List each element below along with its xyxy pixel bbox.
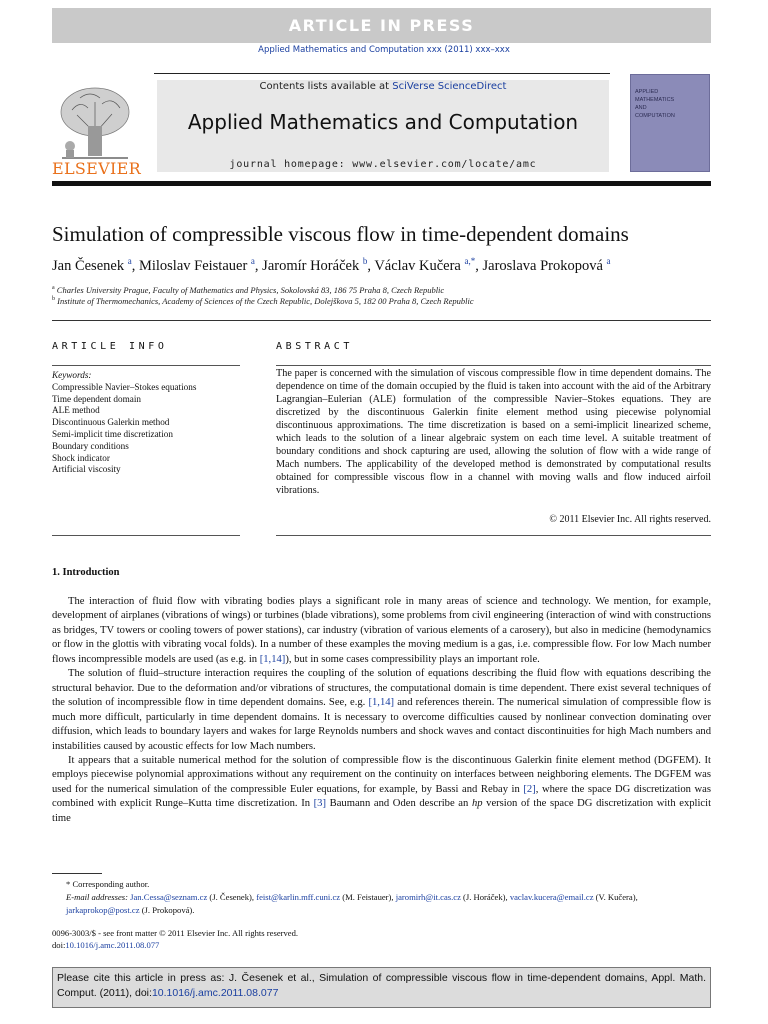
citation-link[interactable]: [1,14] [368, 697, 395, 709]
article-info-rule-bottom [52, 535, 240, 536]
intro-text: , where the space DG discretization was combined with explicit Runge–Kutta time discretization. In [52, 783, 711, 810]
citation-link[interactable]: [2] [523, 783, 536, 795]
header-divider [52, 320, 711, 321]
author-affiliation-mark[interactable]: b [362, 256, 368, 266]
email-link[interactable]: jaromirh@it.cas.cz [395, 891, 461, 902]
doi-line [52, 939, 552, 951]
email-owner: (M. Feistauer), [340, 891, 396, 902]
cover-line: MATHEMATICS [635, 97, 675, 103]
intro-text: It appears that a suitable numerical method for the solution of compressible flow is the discontinuous Galerkin finite element method (DGFEM). It employs piecewise polynomial approximations without any requirement on the continuity on interfaces between neighboring elements. The DGFEM was used for the numerical simulation of the compressible Euler equations, for example, by Bassi and Rebay in [52, 754, 711, 795]
email-link[interactable]: feist@karlin.mff.cuni.cz [256, 891, 341, 902]
cover-line: COMPUTATION [635, 113, 675, 119]
email-owner: (V. Kučera), [593, 891, 638, 902]
email-link[interactable]: Jan.Cessa@seznam.cz [130, 891, 208, 902]
masthead-top-rule [154, 73, 610, 74]
author-affiliation-mark[interactable]: a,* [464, 256, 476, 266]
intro-italic-term: hp [471, 798, 483, 810]
author-name: Jan Česenek [52, 257, 125, 274]
article-info-heading: ARTICLE INFO [52, 341, 168, 352]
journal-cover-image [630, 74, 710, 172]
author-name: Miloslav Feistauer [138, 257, 248, 274]
affiliation-a: $^a$ Charles University Prague, Faculty of Mathematics and Physics, Sokolovská 83, 186 75 Praha 8, Czech Republic [52, 285, 445, 295]
email-link[interactable]: vaclav.kucera@email.cz [509, 891, 594, 902]
intro-text: Baumann and Oden describe an [326, 798, 472, 810]
email-owner: (J. Prokopová). [139, 904, 195, 915]
email-label: E-mail addresses: [66, 891, 128, 902]
email-owner: (J. Horáček), [460, 891, 510, 902]
citation-notice-box [52, 967, 711, 1008]
corresponding-author-note: * Corresponding author. [66, 879, 150, 889]
intro-paragraph-2 [52, 667, 711, 754]
masthead-bottom-rule [52, 181, 711, 186]
footnote-rule [52, 873, 102, 874]
keyword: ALE method [52, 405, 100, 416]
doi-link[interactable]: 10.1016/j.amc.2011.08.077 [65, 940, 160, 951]
author-list: Jan Česenek $^a$, Miloslav Feistauer $^a$, Jaromír Horáček $^b$, Václav Kučera $^{a,*}$, Jaroslava Prokopová $^a$ [52, 256, 611, 274]
author-affiliation-mark[interactable]: a [606, 256, 611, 266]
elsevier-wordmark: ELSEVIER [52, 159, 141, 178]
intro-text: The interaction of fluid flow with vibrating bodies plays a significant role in many areas of science and technology. We mention, for example, development of airplanes (vibrations of wings) or turbines (blade vibrations), some problems from civil engineering (interaction of wind with constructions as bridges, TV towers or cooling towers of power stations), car industry (vibration of various elements of a carosery), but also in medicine (hemodynamics or flow in the glottis with vibrating vocal folds). In a number of these examples the moving medium is a gas, i.e. compressible flow. For low Mach number flows incompressible models are used (as e.g. in [52, 596, 712, 665]
affiliation-b: $^b$ Institute of Thermomechanics, Academy of Sciences of the Czech Republic, Dolejškova 5, 182 00 Praha 8, Czech Republic [52, 296, 474, 306]
affiliation-text: Institute of Thermomechanics, Academy of Sciences of the Czech Republic, Dolejškova 5, 182 00 Praha 8, Czech Republic [57, 296, 474, 306]
introduction-body [52, 595, 711, 826]
intro-text: The solution of fluid–structure interaction requires the coupling of the solution of equations describing the fluid flow with equations describing the structural behavior. Due to the deformation and/or vibrations of structures, the computational domain is time dependent. There exist several techniques of the solution of incompressible flow in time dependent domains. See, e.g. [52, 668, 711, 709]
keyword: Shock indicator [52, 452, 110, 463]
abstract-heading: ABSTRACT [276, 341, 353, 352]
citation-doi-link[interactable]: 10.1016/j.amc.2011.08.077 [151, 987, 279, 999]
abstract-rule-bottom [276, 535, 711, 536]
keywords-label: Keywords: [52, 370, 92, 380]
author-affiliation-mark[interactable]: a [250, 256, 255, 266]
citation-link[interactable]: [1,14] [259, 653, 286, 665]
citation-link[interactable]: [3] [313, 798, 327, 810]
keywords-list [52, 370, 242, 476]
intro-text: and references therein. The numerical simulation of compressible flow is much more difficult, particularly in time dependent domains. It is necessary to overcome difficulties caused by nonlinear convection dominating over diffusion, which leads to boundary layers and wakes for large Reynolds numbers and shock waves and contact discontinuities for high Mach numbers and instabilities caused by acoustic effects for low Mach numbers. [52, 697, 711, 752]
journal-homepage[interactable]: journal homepage: www.elsevier.com/locate/amc [229, 159, 537, 170]
cover-line: AND [635, 105, 647, 111]
citation-notice-text: Please cite this article in press as: J. Česenek et al., Simulation of compressible viscous flow in time-dependent domains, Appl. Math. Comput. (2011), doi: [57, 972, 706, 999]
author-name: Jaromír Horáček [262, 257, 360, 274]
intro-text: version of the space DG discretization with explicit time [52, 798, 712, 824]
journal-citation-link[interactable]: Applied Mathematics and Computation xxx (2011) xxx–xxx [258, 45, 510, 55]
abstract-rule [276, 365, 711, 366]
doi-prefix: doi: [52, 940, 66, 951]
email-link[interactable]: jarkaprokop@post.cz [66, 904, 140, 915]
paper-title: Simulation of compressible viscous flow in time-dependent domains [52, 222, 629, 246]
footnotes [52, 878, 711, 916]
issn-line: 0096-3003/$ - see front matter © 2011 Elsevier Inc. All rights reserved. [52, 928, 299, 938]
journal-title: Applied Mathematics and Computation [187, 110, 579, 134]
keyword: Semi-implicit time discretization [52, 428, 173, 439]
sciencedirect-link[interactable]: SciVerse ScienceDirect [392, 81, 507, 92]
abstract-text: The paper is concerned with the simulation of viscous compressible flow in time dependent domains. The dependence on time of the domain occupied by the fluid is taken into account with the aid of the Arbitrary Lagrangian–Eulerian (ALE) formulation of the compressible Navier–Stokes equations. They are discretized by the discontinuous Galerkin finite element method using piecewise polynomial discontinuous approximations. The time discretization is based on a semi-implicit linearized scheme, which leads to the solution of a linear algebraic system on each time level. A suitable treatment of boundary conditions and shock capturing are used, allowing the solution of flow with a wide range of Mach numbers. The applicability of the developed method is demonstrated by computational results obtained for compressible viscous flow in a channel with moving walls and flow induced airfoil vibrations. [276, 368, 711, 496]
keyword: Boundary conditions [52, 440, 129, 451]
intro-paragraph-1 [52, 595, 711, 667]
keyword: Time dependent domain [52, 393, 141, 404]
keyword: Discontinuous Galerkin method [52, 417, 170, 428]
author-name: Jaroslava Prokopová [482, 257, 603, 274]
keyword: Compressible Navier–Stokes equations [52, 381, 197, 392]
email-addresses [52, 891, 711, 917]
article-info-rule [52, 365, 240, 366]
author-affiliation-mark[interactable]: a [127, 256, 132, 266]
author-name: Václav Kučera [374, 257, 461, 274]
email-owner: (J. Česenek), [207, 891, 257, 902]
intro-paragraph-3 [52, 754, 711, 826]
contents-prefix: Contents lists available at [259, 81, 393, 92]
introduction-heading: 1. Introduction [52, 567, 120, 578]
article-in-press-banner: ARTICLE IN PRESS [52, 8, 711, 43]
affiliation-text: Charles University Prague, Faculty of Mathematics and Physics, Sokolovská 83, 186 75 Praha 8, Czech Republic [56, 285, 445, 295]
cover-line: APPLIED [635, 89, 659, 95]
intro-text: ), but in some cases compressibility plays an important role. [285, 653, 540, 665]
keyword: Artificial viscosity [52, 464, 121, 475]
abstract-copyright: © 2011 Elsevier Inc. All rights reserved. [549, 514, 711, 525]
front-matter [52, 927, 552, 952]
contents-line [157, 81, 609, 92]
